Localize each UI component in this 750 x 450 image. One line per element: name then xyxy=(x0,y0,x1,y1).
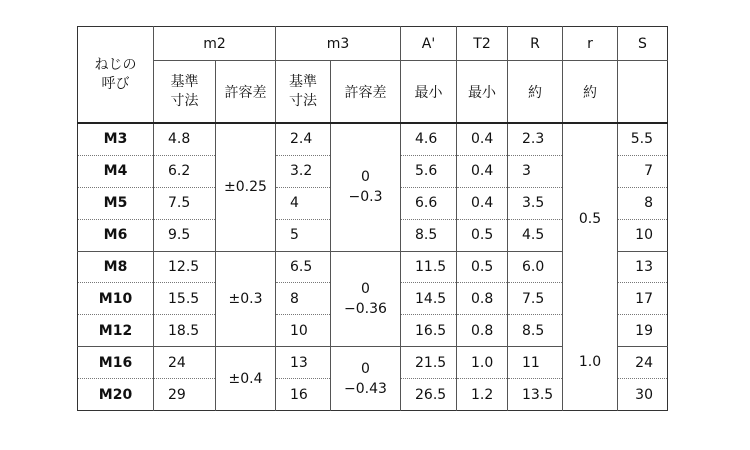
t2-value-cell: 0.4 xyxy=(457,123,508,155)
a-value-cell: 16.5 xyxy=(401,315,457,347)
m3-value-cell: 3.2 xyxy=(276,155,331,187)
subheader-m3-tolerance: 許容差 xyxy=(331,61,401,124)
r-value-cell: 4.5 xyxy=(508,219,563,251)
header-r-upper: R xyxy=(508,27,563,61)
a-value-cell: 8.5 xyxy=(401,219,457,251)
m3-value-cell: 13 xyxy=(276,347,331,379)
m2-tolerance-cell: ±0.25 xyxy=(216,123,276,251)
s-value-cell: 10 xyxy=(618,219,668,251)
subheader-m2-nominal xyxy=(154,61,216,124)
r-value-cell: 8.5 xyxy=(508,315,563,347)
m2-value-cell: 29 xyxy=(154,379,216,411)
tolerance-upper: 0 xyxy=(361,169,370,186)
m3-value-cell: 4 xyxy=(276,187,331,219)
s-value-cell: 5.5 xyxy=(618,123,668,155)
header-m3: m3 xyxy=(276,27,401,61)
tolerance-upper: 0 xyxy=(361,360,370,377)
a-value-cell: 26.5 xyxy=(401,379,457,411)
s-value-cell: 7 xyxy=(618,155,668,187)
r-value-cell: 3.5 xyxy=(508,187,563,219)
tolerance-upper: 0 xyxy=(361,280,370,297)
a-value-cell: 11.5 xyxy=(401,251,457,283)
subheader-m2-tolerance: 許容差 xyxy=(216,61,276,124)
thread-size-cell: M20 xyxy=(78,379,154,411)
t2-value-cell: 1.0 xyxy=(457,347,508,379)
a-value-cell: 21.5 xyxy=(401,347,457,379)
subheader-line: 基準 xyxy=(289,73,317,90)
a-value-cell: 5.6 xyxy=(401,155,457,187)
t2-value-cell: 0.4 xyxy=(457,155,508,187)
tolerance-lower: −0.43 xyxy=(344,380,387,397)
header-a: A' xyxy=(401,27,457,61)
m2-value-cell: 7.5 xyxy=(154,187,216,219)
s-value-cell: 19 xyxy=(618,315,668,347)
subheader-s-blank xyxy=(618,61,668,124)
a-value-cell: 6.6 xyxy=(401,187,457,219)
m2-value-cell: 24 xyxy=(154,347,216,379)
s-value-cell: 24 xyxy=(618,347,668,379)
header-r-lower: r xyxy=(563,27,618,61)
m3-tolerance-cell xyxy=(331,123,401,251)
r-value-cell: 3 xyxy=(508,155,563,187)
thread-size-cell: M6 xyxy=(78,219,154,251)
m3-value-cell: 2.4 xyxy=(276,123,331,155)
s-value-cell: 13 xyxy=(618,251,668,283)
header-t2: T2 xyxy=(457,27,508,61)
m3-value-cell: 5 xyxy=(276,219,331,251)
thread-size-cell: M4 xyxy=(78,155,154,187)
s-value-cell: 30 xyxy=(635,386,653,403)
m2-value-cell: 9.5 xyxy=(154,219,216,251)
t2-value-cell: 0.8 xyxy=(457,283,508,315)
t2-value-cell: 0.4 xyxy=(457,187,508,219)
subheader-r-approx: 約 xyxy=(508,61,563,124)
header-thread-size-line2: 呼び xyxy=(101,75,130,92)
thread-size-cell: M5 xyxy=(78,187,154,219)
thread-size-cell: M8 xyxy=(78,251,154,283)
r-small-value-cell: 0.5 xyxy=(563,123,618,315)
t2-value-cell: 0.8 xyxy=(457,315,508,347)
header-thread-size-line1: ねじの xyxy=(94,56,137,73)
subheader-a-min: 最小 xyxy=(401,61,457,124)
r-value-cell: 6.0 xyxy=(508,251,563,283)
m2-value-cell: 12.5 xyxy=(154,251,216,283)
m2-tolerance-cell: ±0.3 xyxy=(216,251,276,347)
a-value-cell: 14.5 xyxy=(401,283,457,315)
thread-size-cell: M16 xyxy=(78,347,154,379)
subheader-m3-nominal xyxy=(276,61,331,124)
r-value-cell: 13.5 xyxy=(508,379,563,411)
spec-table xyxy=(77,26,668,411)
header-s: S xyxy=(618,27,668,61)
r-value-cell: 2.3 xyxy=(508,123,563,155)
m3-tolerance-cell xyxy=(331,251,401,347)
thread-size-cell: M3 xyxy=(78,123,154,155)
subheader-line: 寸法 xyxy=(170,92,199,109)
a-value-cell: 4.6 xyxy=(401,123,457,155)
m3-value-cell: 16 xyxy=(276,379,331,411)
tolerance-lower: −0.36 xyxy=(344,300,387,317)
header-m2: m2 xyxy=(154,27,276,61)
m3-value-cell: 8 xyxy=(276,283,331,315)
r-value-cell: 7.5 xyxy=(508,283,563,315)
s-value-cell: 8 xyxy=(618,187,668,219)
thread-size-cell: M12 xyxy=(78,315,154,347)
r-value-cell: 11 xyxy=(508,347,563,379)
subheader-line: 寸法 xyxy=(289,92,317,109)
m3-tolerance-cell xyxy=(331,347,401,411)
s-value-cell: 17 xyxy=(618,283,668,315)
m2-value-cell: 15.5 xyxy=(154,283,216,315)
thread-size-cell: M10 xyxy=(78,283,154,315)
subheader-line: 基準 xyxy=(170,73,199,90)
header-thread-size xyxy=(78,27,154,124)
r-small-value-cell: 1.0 xyxy=(563,315,618,411)
m2-value-cell: 4.8 xyxy=(154,123,216,155)
tolerance-lower: −0.3 xyxy=(348,189,383,206)
m3-value-cell: 10 xyxy=(276,315,331,347)
m3-value-cell: 6.5 xyxy=(276,251,331,283)
m2-value-cell: 6.2 xyxy=(154,155,216,187)
m2-value-cell: 18.5 xyxy=(154,315,216,347)
subheader-t2-min: 最小 xyxy=(457,61,508,124)
subheader-r-small-approx: 約 xyxy=(563,61,618,124)
m2-tolerance-cell: ±0.4 xyxy=(216,347,276,411)
t2-value-cell: 0.5 xyxy=(457,251,508,283)
t2-value-cell: 1.2 xyxy=(457,379,508,411)
t2-value-cell: 0.5 xyxy=(457,219,508,251)
